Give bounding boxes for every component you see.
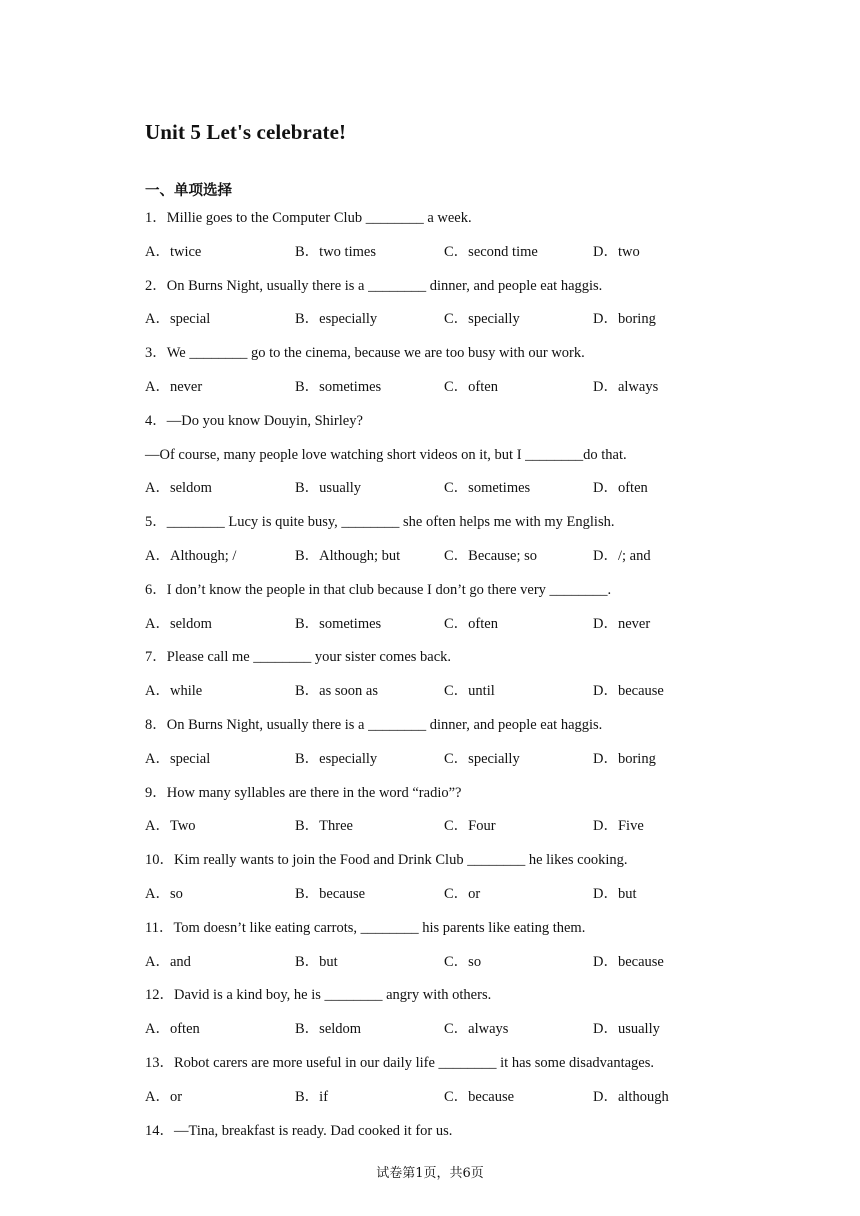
option-row xyxy=(145,953,745,971)
answer-option[interactable]: D．/; and xyxy=(593,548,651,564)
answer-option[interactable]: A．Although; / xyxy=(145,548,237,564)
answer-option[interactable]: A．so xyxy=(145,886,183,902)
answer-option[interactable]: B．sometimes xyxy=(295,379,382,395)
question-text: 2．On Burns Night, usually there is a ________ dinner, and people eat haggis. xyxy=(145,277,603,294)
answer-option[interactable]: B．but xyxy=(295,953,338,970)
answer-option[interactable]: B．usually xyxy=(295,480,362,497)
question-text: 13．Robot carers are more useful in our daily life ________ it has some disadvantages. xyxy=(145,1055,654,1071)
answer-option[interactable]: B．sometimes xyxy=(295,615,382,632)
question-text: 4．—Do you know Douyin, Shirley? xyxy=(145,412,363,429)
answer-option[interactable]: B．Three xyxy=(295,818,353,835)
section-heading: 一、单项选择 xyxy=(145,183,232,199)
option-row xyxy=(145,817,745,835)
answer-option[interactable]: A．while xyxy=(145,683,203,700)
answer-option[interactable]: B．especially xyxy=(295,311,378,328)
answer-option[interactable]: C．or xyxy=(444,886,481,902)
answer-option[interactable]: C．until xyxy=(444,683,495,700)
answer-option[interactable]: A．seldom xyxy=(145,615,212,632)
answer-option[interactable]: C．second time xyxy=(444,243,538,260)
answer-option[interactable]: A．never xyxy=(145,379,203,395)
answer-option[interactable]: D．usually xyxy=(593,1021,660,1038)
question-text: 12．David is a kind boy, he is ________ angry with others. xyxy=(145,987,492,1004)
answer-option[interactable]: D．often xyxy=(593,480,648,497)
answer-option[interactable]: C．often xyxy=(444,379,498,395)
answer-option[interactable]: C．because xyxy=(444,1088,515,1105)
answer-option[interactable]: A．special xyxy=(145,750,211,767)
question-text: 8．On Burns Night, usually there is a ________ dinner, and people eat haggis. xyxy=(145,717,603,733)
answer-option[interactable]: C．so xyxy=(444,953,482,970)
option-row xyxy=(145,1020,745,1038)
question-text: 7．Please call me ________ your sister comes back. xyxy=(145,649,452,666)
answer-option[interactable]: B．as soon as xyxy=(295,683,378,700)
answer-option[interactable]: D．boring xyxy=(593,311,656,328)
answer-option[interactable]: C．sometimes xyxy=(444,480,531,497)
question-text: —Of course, many people love watching short videos on it, but I ________do that. xyxy=(145,446,627,463)
option-row xyxy=(145,615,745,633)
option-row xyxy=(145,479,745,497)
answer-option[interactable]: C．specially xyxy=(444,750,520,767)
question-text: 14．—Tina, breakfast is ready. Dad cooked it for us. xyxy=(145,1122,453,1139)
answer-option[interactable]: B．if xyxy=(295,1088,329,1105)
answer-option[interactable]: A．seldom xyxy=(145,480,212,497)
answer-option[interactable]: D．because xyxy=(593,683,664,700)
page-title: Unit 5 Let's celebrate! xyxy=(145,120,347,144)
answer-option[interactable]: B．seldom xyxy=(295,1021,362,1038)
answer-option[interactable]: C．always xyxy=(444,1021,509,1038)
answer-option[interactable]: D．because xyxy=(593,953,664,970)
option-row xyxy=(145,1088,745,1106)
question-text: 11．Tom doesn’t like eating carrots, ________ his parents like eating them. xyxy=(145,919,586,936)
answer-option[interactable]: D．never xyxy=(593,615,651,632)
answer-option[interactable]: B．Although; but xyxy=(295,548,401,564)
option-row xyxy=(145,310,745,328)
option-row xyxy=(145,378,745,396)
page-footer: 试卷第1页，共6页 xyxy=(376,1166,484,1181)
question-text: 5．________ Lucy is quite busy, ________ she often helps me with my English. xyxy=(145,514,615,531)
answer-option[interactable]: B．two times xyxy=(295,243,376,260)
answer-option[interactable]: C．specially xyxy=(444,311,520,328)
answer-option[interactable]: B．because xyxy=(295,886,366,902)
answer-option[interactable]: C．often xyxy=(444,615,498,632)
answer-option[interactable]: A．or xyxy=(145,1088,183,1105)
question-text: 1．Millie goes to the Computer Club ________ a week. xyxy=(145,210,472,226)
answer-option[interactable]: A．Two xyxy=(145,818,196,835)
answer-option[interactable]: C．Four xyxy=(444,818,496,835)
option-row xyxy=(145,750,745,768)
option-row xyxy=(145,547,745,565)
option-row xyxy=(145,243,745,261)
answer-option[interactable]: D．Five xyxy=(593,818,644,835)
option-row xyxy=(145,885,745,903)
answer-option[interactable]: D．two xyxy=(593,243,640,260)
answer-option[interactable]: D．although xyxy=(593,1088,669,1105)
answer-option[interactable]: D．but xyxy=(593,886,637,902)
question-text: 6．I don’t know the people in that club because I don’t go there very ________. xyxy=(145,581,612,598)
question-text: 9．How many syllables are there in the word “radio”? xyxy=(145,784,462,801)
answer-option[interactable]: A．and xyxy=(145,953,191,970)
question-text: 10．Kim really wants to join the Food and Drink Club ________ he likes cooking. xyxy=(145,852,628,869)
question-text: 3．We ________ go to the cinema, because we are too busy with our work. xyxy=(145,345,585,362)
answer-option[interactable]: A．twice xyxy=(145,243,202,260)
answer-option[interactable]: A．often xyxy=(145,1021,200,1038)
answer-option[interactable]: B．especially xyxy=(295,750,378,767)
answer-option[interactable]: A．special xyxy=(145,311,211,328)
answer-option[interactable]: D．always xyxy=(593,379,659,395)
answer-option[interactable]: C．Because; so xyxy=(444,548,538,564)
option-row xyxy=(145,682,745,700)
answer-option[interactable]: D．boring xyxy=(593,750,656,767)
